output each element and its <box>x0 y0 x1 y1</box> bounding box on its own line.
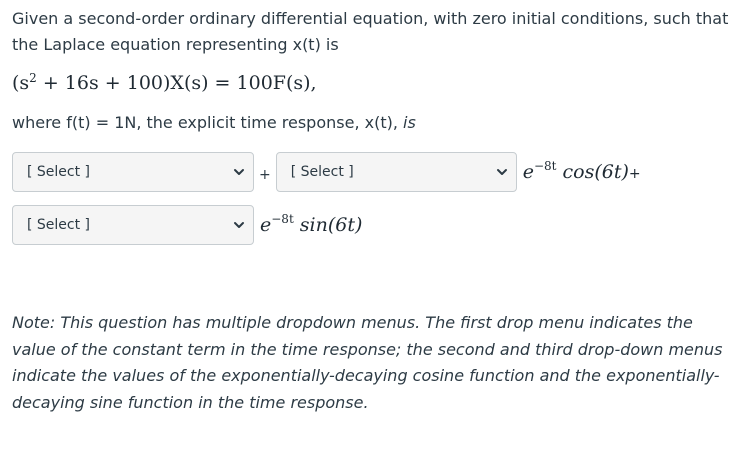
cos-tail-plus: + <box>628 166 641 182</box>
equation-rest: + 16s + 100)X(s) = 100F(s), <box>36 72 317 94</box>
cosine-term <box>523 161 641 183</box>
select-value: [ Select ] <box>290 164 354 180</box>
plus-sign: + <box>259 167 271 183</box>
select-value: [ Select ] <box>27 164 91 180</box>
where-italic: is <box>403 113 416 132</box>
question-text <box>12 6 732 136</box>
sine-coefficient-select[interactable] <box>12 205 254 245</box>
equation-open: (s <box>12 72 30 94</box>
sin-function: sin(6t) <box>293 214 363 236</box>
constant-term-select[interactable] <box>12 152 254 192</box>
equation-exponent: 2 <box>29 71 37 85</box>
sin-exponent: −8t <box>271 212 294 226</box>
answer-row-2 <box>12 205 362 245</box>
cos-function: cos(6t) <box>556 161 629 183</box>
select-value: [ Select ] <box>27 217 91 233</box>
chevron-down-icon <box>233 166 245 178</box>
laplace-equation <box>12 70 732 96</box>
where-statement <box>12 110 732 136</box>
question-intro: Given a second-order ordinary differential equation, with zero initial conditions, such that the Laplace equation representing x(t) is <box>12 9 729 54</box>
cos-exponent: −8t <box>533 159 557 173</box>
where-prefix: where f(t) = 1N, the explicit time response, x(t), <box>12 113 404 132</box>
chevron-down-icon <box>496 166 508 178</box>
sine-term <box>260 214 362 236</box>
answer-row-1 <box>12 152 641 192</box>
sin-base: e <box>260 214 272 236</box>
instruction-note: Note: This question has multiple dropdown menus. The first drop menu indicates the value of the constant term in the time response; the second and third drop-down menus indicate the values of the exponentially-decaying cosine function and the exponentially-decaying sine function in the time response. <box>12 313 723 412</box>
chevron-down-icon <box>233 219 245 231</box>
cosine-coefficient-select[interactable] <box>276 152 517 192</box>
cos-base: e <box>522 161 534 183</box>
